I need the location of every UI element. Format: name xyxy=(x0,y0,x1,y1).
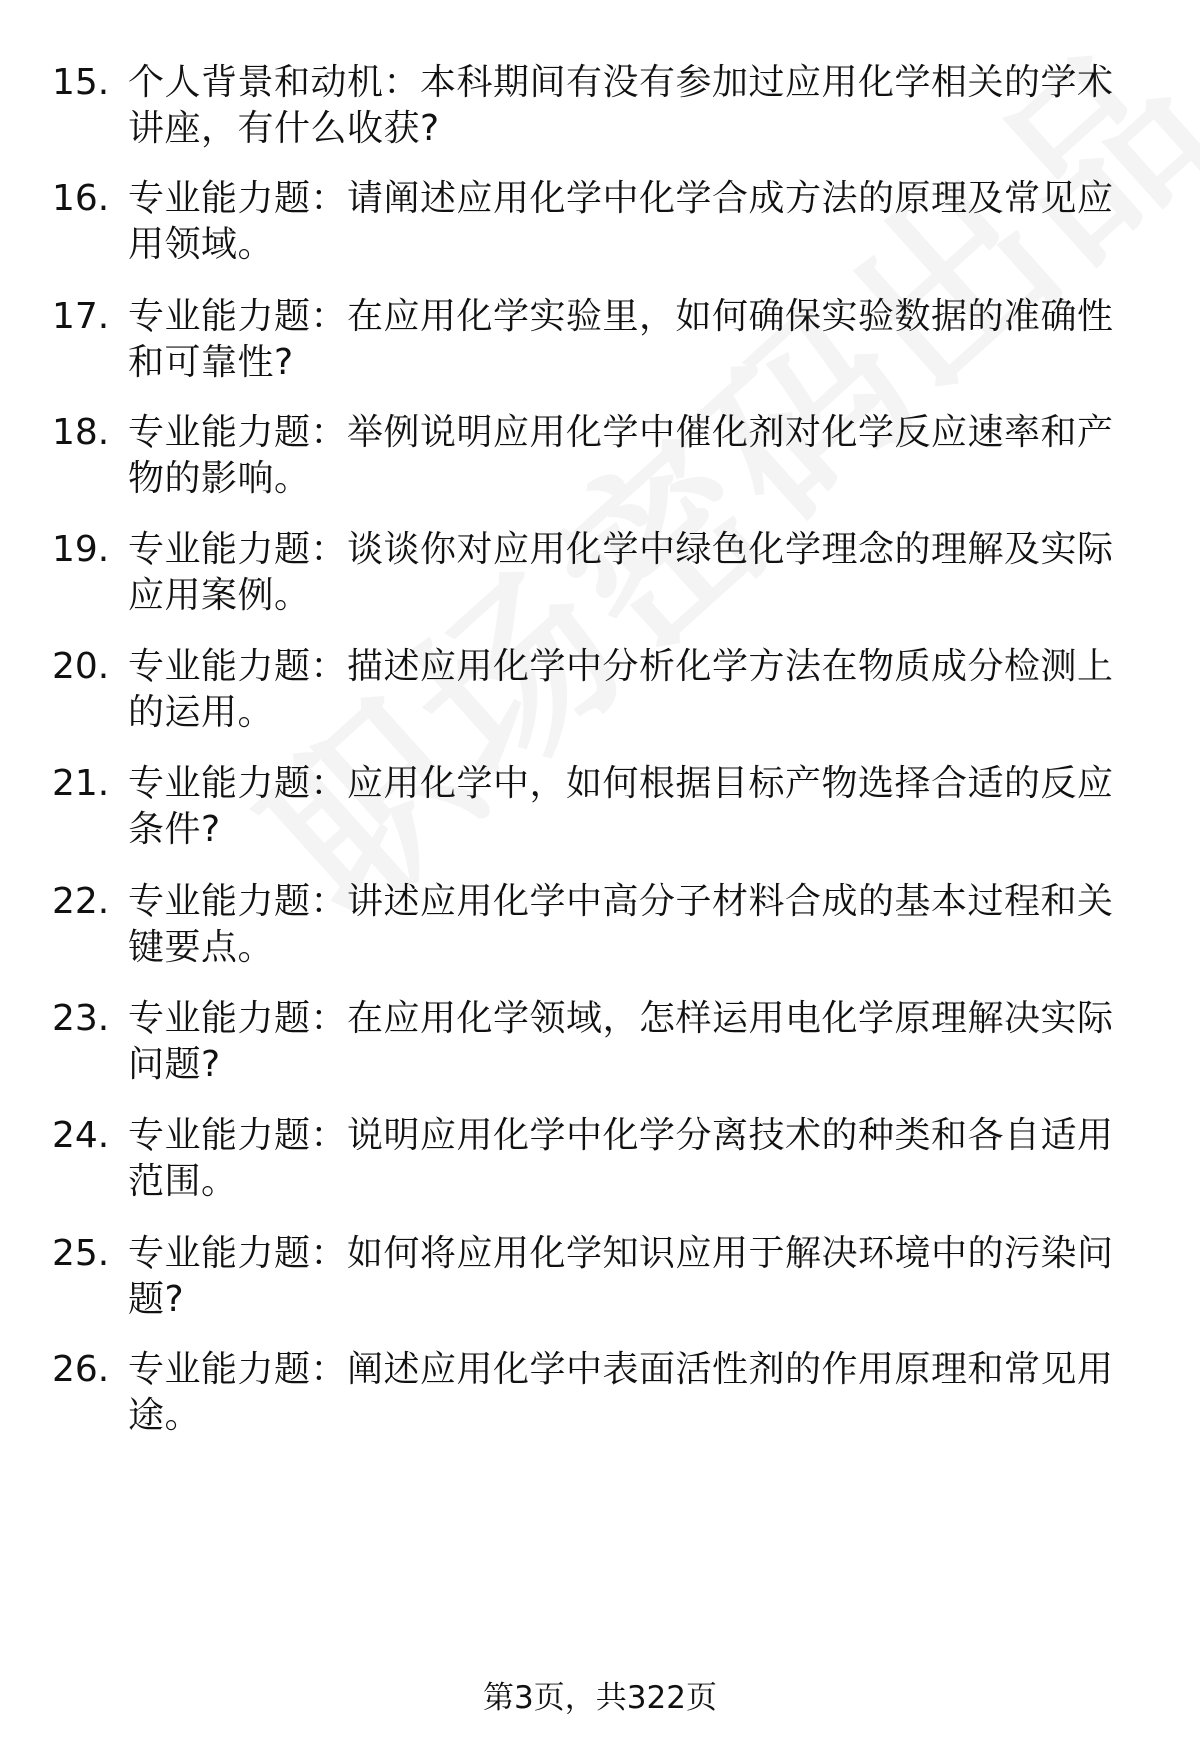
question-number: 24. xyxy=(52,1115,110,1156)
question-text: 专业能力题：应用化学中，如何根据目标产物选择合适的反应条件? xyxy=(128,763,1114,850)
question-item xyxy=(0,410,1200,520)
question-item xyxy=(0,176,1200,286)
question-number: 17. xyxy=(52,296,110,337)
question-text: 专业能力题：描述应用化学中分析化学方法在物质成分检测上的运用。 xyxy=(128,646,1114,733)
question-number: 21. xyxy=(52,763,110,804)
question-text: 专业能力题：谈谈你对应用化学中绿色化学理念的理解及实际应用案例。 xyxy=(128,529,1114,616)
question-number: 16. xyxy=(52,178,110,219)
question-number: 26. xyxy=(52,1349,110,1390)
question-text: 个人背景和动机：本科期间有没有参加过应用化学相关的学术讲座，有什么收获? xyxy=(128,62,1114,149)
question-text: 专业能力题：请阐述应用化学中化学合成方法的原理及常见应用领域。 xyxy=(128,178,1114,265)
question-item xyxy=(0,1347,1200,1457)
question-item xyxy=(0,996,1200,1106)
question-item xyxy=(0,1113,1200,1223)
question-number: 25. xyxy=(52,1233,110,1274)
question-item xyxy=(0,879,1200,989)
question-item xyxy=(0,644,1200,754)
question-number: 22. xyxy=(52,881,110,922)
question-item xyxy=(0,527,1200,637)
question-item xyxy=(0,761,1200,871)
question-text: 专业能力题：在应用化学实验里，如何确保实验数据的准确性和可靠性? xyxy=(128,296,1114,383)
question-text: 专业能力题：阐述应用化学中表面活性剂的作用原理和常见用途。 xyxy=(128,1349,1114,1436)
question-number: 19. xyxy=(52,529,110,570)
question-number: 18. xyxy=(52,412,110,453)
question-text: 专业能力题：举例说明应用化学中催化剂对化学反应速率和产物的影响。 xyxy=(128,412,1114,499)
question-text: 专业能力题：在应用化学领域，怎样运用电化学原理解决实际问题? xyxy=(128,998,1114,1085)
question-number: 23. xyxy=(52,998,110,1039)
question-item xyxy=(0,294,1200,404)
question-number: 15. xyxy=(52,62,110,103)
question-text: 专业能力题：如何将应用化学知识应用于解决环境中的污染问题? xyxy=(128,1233,1114,1320)
question-item xyxy=(0,1231,1200,1341)
question-text: 专业能力题：讲述应用化学中高分子材料合成的基本过程和关键要点。 xyxy=(128,881,1114,968)
question-number: 20. xyxy=(52,646,110,687)
question-text: 专业能力题：说明应用化学中化学分离技术的种类和各自适用范围。 xyxy=(128,1115,1114,1202)
question-item xyxy=(0,60,1200,170)
page-footer: 第3页，共322页 xyxy=(483,1680,717,1716)
